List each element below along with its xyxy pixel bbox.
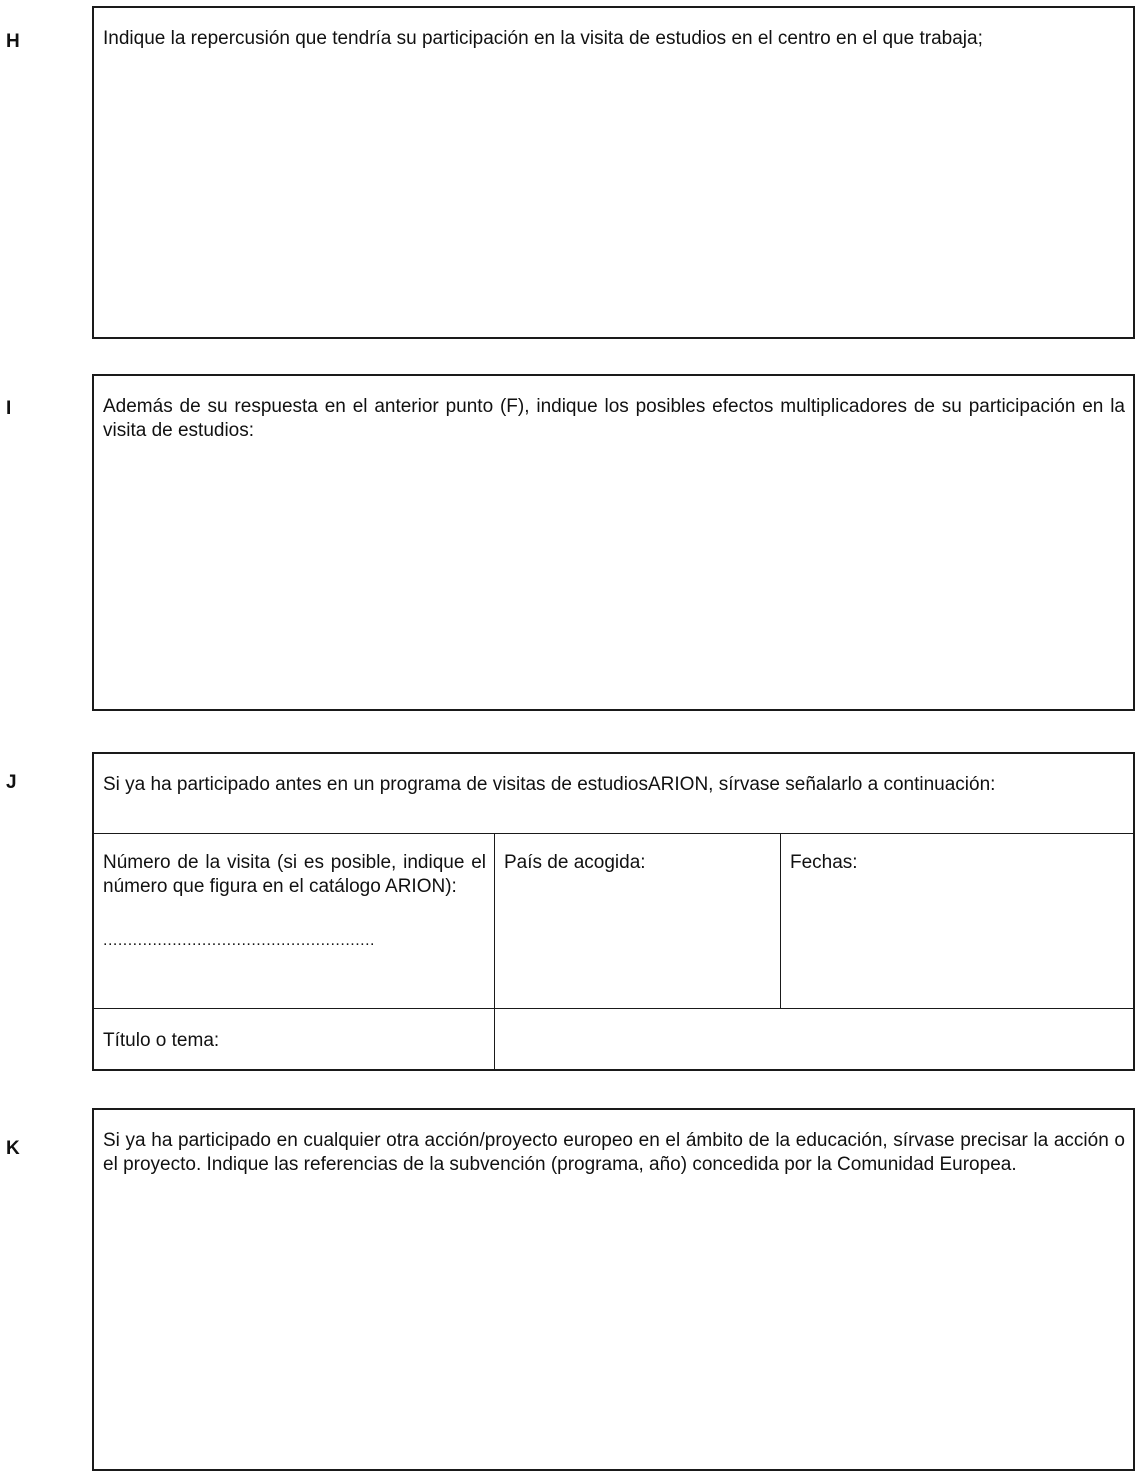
section-k-prompt: Si ya ha participado en cualquier otra acción/proyecto europeo en el ámbito de la educación, sírvase precisar la acción o el proyecto. Indique las referencias de la subvención (programa, año) concedida por la Comunidad Europea. (103, 1130, 1125, 1175)
section-i-box[interactable] (92, 374, 1135, 711)
host-country-label: País de acogida: (504, 852, 646, 873)
title-label: Título o tema: (103, 1030, 220, 1051)
section-h-box[interactable] (92, 6, 1135, 339)
section-h-prompt: Indique la repercusión que tendría su participación en la visita de estudios en el centro en el que trabaja; (103, 28, 983, 49)
section-j-header (94, 754, 1133, 834)
dates-label: Fechas: (790, 852, 858, 873)
section-letter-k: K (6, 1138, 20, 1159)
title-value-cell[interactable] (495, 1009, 1133, 1069)
section-letter-j: J (6, 772, 17, 793)
visit-number-cell[interactable] (94, 834, 495, 1008)
visit-number-dots: ....................................................... (103, 932, 375, 949)
title-label-cell (94, 1009, 495, 1069)
host-country-cell[interactable] (495, 834, 781, 1008)
dates-cell[interactable] (781, 834, 1133, 1008)
section-j-table (92, 752, 1135, 1071)
section-k-box[interactable] (92, 1108, 1135, 1471)
visit-number-label: Número de la visita (si es posible, indique el número que figura en el catálogo ARION): (103, 852, 486, 897)
section-i-prompt: Además de su respuesta en el anterior punto (F), indique los posibles efectos multiplicadores de su participación en la visita de estudios: (103, 396, 1125, 441)
section-j-prompt: Si ya ha participado antes en un programa de visitas de estudiosARION, sírvase señalarlo a continuación: (103, 774, 996, 795)
section-letter-h: H (6, 31, 20, 52)
section-j-row-title (94, 1009, 1133, 1069)
section-letter-i: I (6, 398, 12, 419)
section-j-row-visit (94, 834, 1133, 1009)
